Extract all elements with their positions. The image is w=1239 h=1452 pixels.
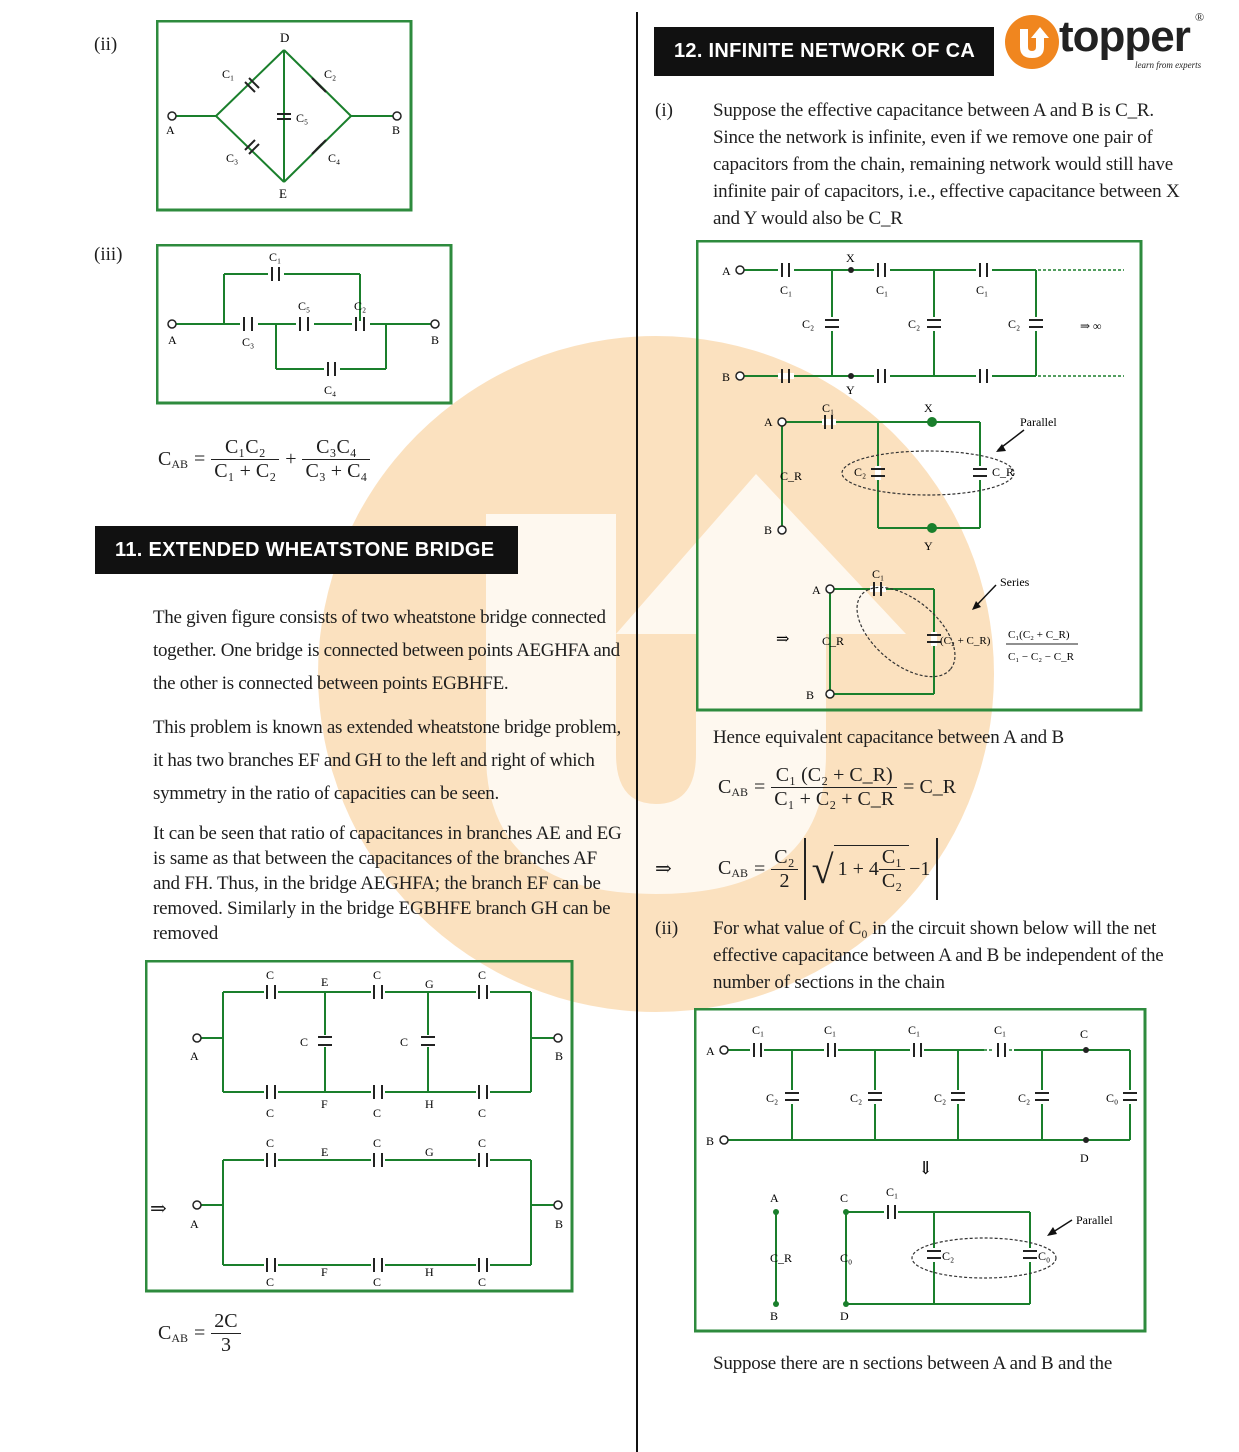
node-Y: Y [924, 539, 933, 553]
cap-c1: C₁ [822, 401, 835, 415]
brand-tagline: learn from experts [1135, 60, 1202, 70]
bracket-expression [804, 838, 939, 900]
node-A-top: A [190, 1049, 199, 1063]
cab-eq: = [754, 857, 766, 880]
cap-label: C [373, 968, 382, 982]
cap-c2: C₂ [1018, 1091, 1031, 1105]
node-A: A [770, 1191, 779, 1205]
node-B-top: B [555, 1049, 564, 1063]
brand-logo [995, 10, 1235, 75]
cap-label: C [400, 1035, 409, 1049]
node-A: A [706, 1044, 715, 1058]
node-F: F [321, 1265, 328, 1279]
node-Y: Y [846, 383, 855, 397]
cap-c2: C₂ [908, 317, 921, 331]
section-11-para-3: It can be seen that ratio of capacitances in branches AE and EG is same as that between the capacitances of the branches AF and FH. Thus, in the bridge AEGHFA; the branch EF can be removed. Similarly in the bridge EGBHFE branch GH can be removed [153, 823, 622, 944]
result-den: C₁ − C₂ − C_R [1008, 651, 1074, 663]
cab-lhs: $C_{AB}$ [158, 1321, 189, 1345]
cap-c2: C₂ [354, 299, 367, 313]
cab-frac: $\frac{2C}{3}$ [211, 1310, 240, 1357]
node-B: B [806, 688, 815, 702]
label-i: (i) [655, 100, 673, 121]
cap-c2: C₂ [766, 1091, 779, 1105]
brand-registered: ® [1195, 10, 1205, 24]
cap-c2: C₂ [854, 465, 867, 479]
infinity-label: ⇒ ∞ [1080, 319, 1102, 333]
cap-c2: C₂ [324, 67, 337, 81]
cap-c0: C₀ [1106, 1091, 1119, 1105]
cab-rhs: = C_R [903, 776, 957, 798]
series-label: Series [1000, 575, 1030, 589]
node-F: F [321, 1097, 328, 1111]
node-C: C [840, 1191, 849, 1205]
cab-frac-1: $\frac{\text{C₁C₂}}{\text{C₁ + C₂}}$ [211, 436, 279, 483]
section-11-para-2: This problem is known as extended wheatstone bridge problem, it has two branches EF and GH to the left and right of which symmetry in the ratio of capacities can be seen. [153, 717, 621, 804]
cap-label: C [266, 1136, 275, 1150]
cap-c1: C₁ [976, 283, 989, 297]
cap-label: C [266, 968, 275, 982]
cap-label: C [478, 1275, 487, 1289]
cap-label: C [478, 1106, 487, 1120]
section-12-para-2: For what value of C₀ in the circuit shown below will the net effective capacitance between A and B be independent of the number of sections in the chain [713, 918, 1164, 993]
figure-chain-network [694, 1008, 1148, 1334]
column-divider [636, 12, 638, 1452]
cab-eq: = [754, 776, 766, 798]
cab-eq: = [194, 448, 206, 470]
node-B: B [770, 1309, 779, 1323]
node-E: E [279, 186, 287, 201]
section-11-para-1: The given figure consists of two wheatstone bridge connected together. One bridge is connected between points AEGHFA and the other is connected between points EGBHFE. [153, 607, 620, 694]
node-H: H [425, 1097, 434, 1111]
cap-c2: C₂ [850, 1091, 863, 1105]
cap-c0: C₀ [1038, 1249, 1051, 1263]
node-B: B [392, 123, 401, 137]
implies-arrow: ⇒ [150, 1198, 167, 1220]
node-X: X [924, 401, 933, 415]
cap-c3: C₃ [226, 151, 239, 165]
cap-label: C [478, 1136, 487, 1150]
cap-label: C [478, 968, 487, 982]
cap-c2: C₂ [802, 317, 815, 331]
label-iii: (iii) [94, 244, 123, 265]
cap-label: C [266, 1275, 275, 1289]
cab-eq: = [194, 1322, 206, 1344]
cap-label: C [373, 1275, 382, 1289]
cab-formula-iii [158, 436, 370, 483]
sqrt-symbol: √ [811, 846, 834, 892]
figure-infinite-network [696, 240, 1144, 713]
node-B: B [431, 333, 440, 347]
cab-formula-bridge [158, 1310, 241, 1357]
node-B: B [706, 1134, 715, 1148]
cab-lhs: $C_{AB}$ [718, 775, 749, 799]
node-A: A [722, 264, 731, 278]
cap-c2: C₂ [942, 1249, 955, 1263]
section-12-para-1: Suppose the effective capacitance between A and B is C_R. Since the network is infinite, even if we remove one pair of capacitors from the chain, remaining network would still have infinite pair of capacitors, i.e., effective capacitance between X and Y would also be C_R [713, 100, 1180, 229]
cap-ca: C_R [822, 634, 845, 648]
node-A: A [168, 333, 177, 347]
node-A: A [166, 123, 175, 137]
cab-plus: + [285, 448, 297, 470]
cap-c1: C₁ [908, 1023, 921, 1037]
figure-extended-wheatstone [145, 960, 575, 1294]
node-E: E [321, 1145, 329, 1159]
label-ii-right: (ii) [655, 918, 679, 939]
logo-icon [1003, 13, 1061, 71]
parallel-label: Parallel [1076, 1213, 1113, 1227]
brand-name: topper [1059, 12, 1190, 61]
cap-c1: C₁ [780, 283, 793, 297]
node-G: G [425, 977, 434, 991]
cap-cr: C_R [780, 469, 803, 483]
cap-c5: C₅ [296, 111, 309, 125]
minus-one: −1 [909, 857, 931, 880]
node-B-bottom: B [555, 1217, 564, 1231]
node-A: A [812, 583, 821, 597]
cap-c3: C₃ [242, 335, 255, 349]
node-A-bottom: A [190, 1217, 199, 1231]
node-C: C [1080, 1027, 1089, 1041]
section-12-para-3: Suppose there are n sections between A and B and the [713, 1353, 1113, 1374]
node-B: B [764, 523, 773, 537]
cap-c1: C₁ [222, 67, 235, 81]
node-E: E [321, 975, 329, 989]
cab-frac: $\frac{\text{C₂}}{2}$ [771, 846, 797, 893]
result-num: C₁(C₂ + C_R) [1008, 629, 1070, 641]
cab-frac-2: $\frac{\text{C₃C₄}}{\text{C₃ + C₄}}$ [302, 436, 370, 483]
node-B: B [722, 370, 731, 384]
section-11-heading: 11. EXTENDED WHEATSTONE BRIDGE [95, 526, 518, 574]
cap-label: C [300, 1035, 309, 1049]
cap-c1: C₁ [872, 567, 885, 581]
cap-c1: C₁ [269, 250, 282, 264]
node-D: D [840, 1309, 849, 1323]
cap-cr: C_R [992, 465, 1015, 479]
cap-label: C [373, 1106, 382, 1120]
root-inner: 1 + 4 [837, 858, 879, 880]
node-D: D [280, 30, 290, 45]
label-ii: (ii) [94, 34, 118, 55]
cap-c2: C₂ [934, 1091, 947, 1105]
cap-c2-plus-cr: (C₂ + C_R) [940, 635, 991, 647]
cap-c1: C₁ [994, 1023, 1007, 1037]
node-A: A [764, 415, 773, 429]
sqrt-body [834, 845, 910, 893]
figure-rearranged-network [156, 244, 454, 406]
cap-label: C [373, 1136, 382, 1150]
down-arrow: ⇓ [918, 1158, 934, 1178]
node-G: G [425, 1145, 434, 1159]
figure-bridge-diamond [156, 20, 414, 213]
node-H: H [425, 1265, 434, 1279]
cap-cr: C_R [770, 1251, 793, 1265]
cap-c5: C₅ [298, 299, 311, 313]
parallel-label: Parallel [1020, 415, 1057, 429]
cab-equation-2 [718, 838, 938, 900]
implies-arrow: ⇒ [776, 631, 790, 648]
cap-c1: C₁ [886, 1185, 899, 1199]
cap-c1: C₁ [876, 283, 889, 297]
cap-c2: C₂ [1008, 317, 1021, 331]
inner-frac: $\frac{\text{C₁}}{\text{C₂}}$ [879, 846, 905, 893]
cap-c1: C₁ [824, 1023, 837, 1037]
cap-c4: C₄ [328, 151, 341, 165]
cab-lhs: $C_{AB}$ [158, 447, 189, 471]
implies-arrow: ⇒ [655, 858, 672, 880]
hence-text: Hence equivalent capacitance between A and B [713, 727, 1064, 748]
cap-c0: C₀ [840, 1251, 853, 1265]
cap-label: C [266, 1106, 275, 1120]
node-D: D [1080, 1151, 1089, 1165]
cab-frac: $\frac{\text{C₁ (C₂ + C\_R)}}{\text{C₁ + C₂ + C\_R}}$ [771, 764, 897, 811]
cab-lhs: $C_{AB}$ [718, 857, 749, 880]
cap-c1: C₁ [752, 1023, 765, 1037]
node-X: X [846, 251, 855, 265]
section-12-heading: 12. INFINITE NETWORK OF CA [654, 27, 994, 76]
cab-equation-1 [718, 764, 956, 811]
cap-c4: C₄ [324, 383, 337, 397]
